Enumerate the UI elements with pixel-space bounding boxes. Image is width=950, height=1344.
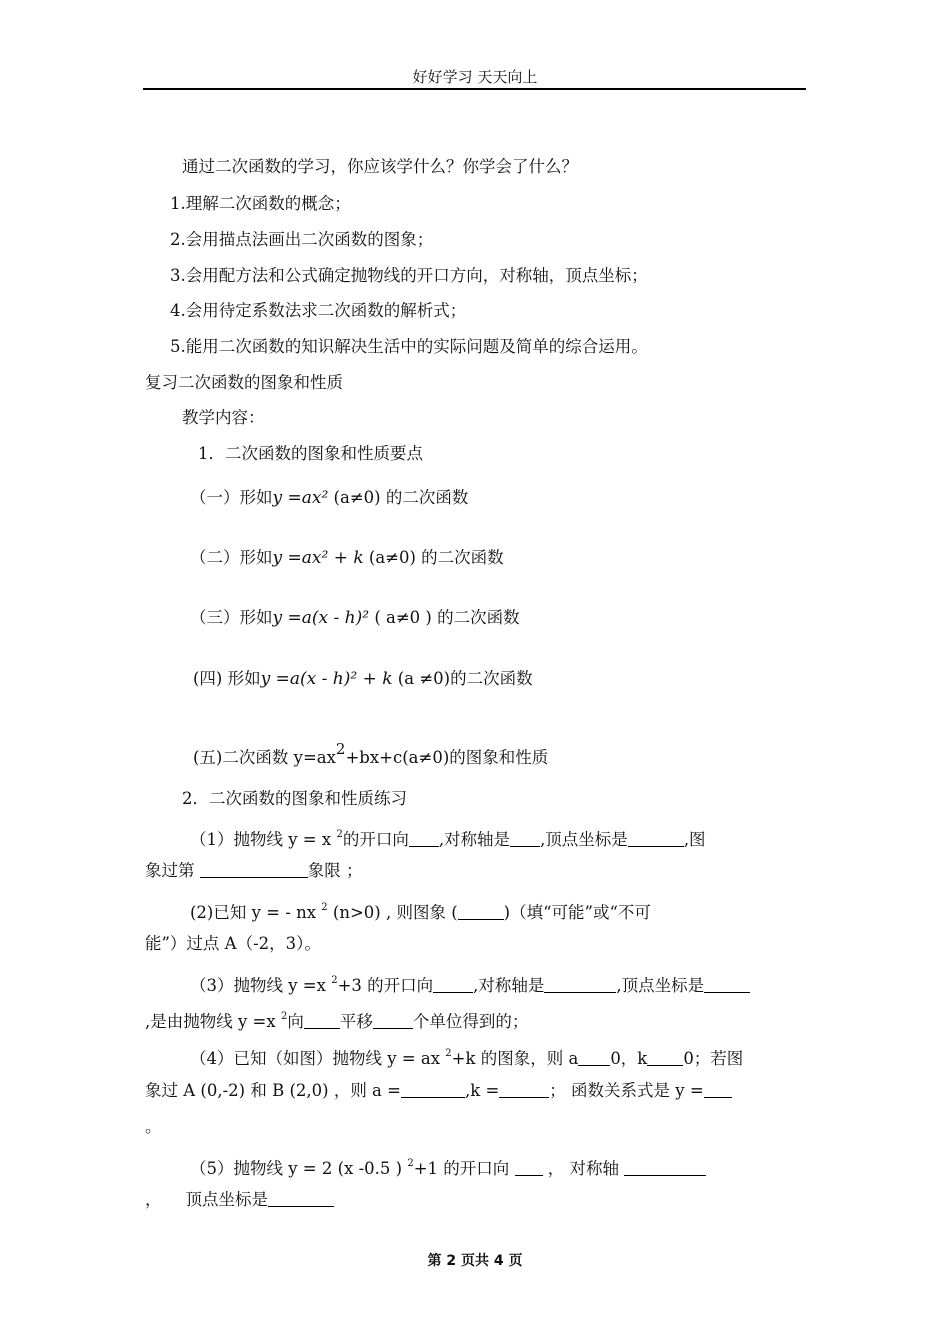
answer-blank bbox=[401, 1083, 465, 1098]
q-text: (2)已知 y = - nx bbox=[190, 903, 322, 922]
review-title: 复习二次函数的图象和性质 bbox=[145, 373, 343, 392]
q-text: （4）已知（如图）抛物线 y = ax bbox=[190, 1049, 446, 1068]
form-prefix: (四) 形如 bbox=[193, 669, 261, 688]
intro-item: 5.能用二次函数的知识解决生活中的实际问题及简单的综合运用。 bbox=[170, 337, 648, 356]
q-text: 象限 ； bbox=[307, 861, 363, 880]
question-4-line1 bbox=[190, 1043, 743, 1070]
q-text: ,对称轴是 bbox=[438, 830, 511, 849]
answer-blank bbox=[704, 978, 750, 993]
answer-blank bbox=[373, 1014, 413, 1029]
section1-title: 1．二次函数的图象和性质要点 bbox=[198, 444, 423, 463]
q-text: （1）抛物线 y = x bbox=[190, 830, 337, 849]
q-text: （3）抛物线 y =x bbox=[190, 976, 332, 995]
q-text: 0；若图 bbox=[683, 1049, 744, 1068]
q-text: ， 对称轴 bbox=[542, 1159, 625, 1178]
formula: y =ax² bbox=[272, 488, 329, 508]
answer-blank bbox=[544, 978, 616, 993]
q-text: (n>0) , 则图象 ( bbox=[327, 903, 458, 922]
form-prefix: （一）形如 bbox=[190, 488, 273, 507]
form-prefix: （三）形如 bbox=[190, 608, 273, 627]
q-text: 顶点坐标是 bbox=[185, 1190, 268, 1209]
answer-blank bbox=[628, 832, 684, 847]
q-text: ,对称轴是 bbox=[473, 976, 545, 995]
answer-blank bbox=[499, 1083, 549, 1098]
intro-item: 3.会用配方法和公式确定抛物线的开口方向，对称轴，顶点坐标； bbox=[170, 266, 648, 285]
form-suffix: ( a≠0 ) 的二次函数 bbox=[374, 608, 520, 627]
q-text: 象过 A (0,-2) 和 B (2,0) ，则 a = bbox=[145, 1081, 401, 1100]
exponent: 2 bbox=[335, 740, 346, 758]
question-1-line1 bbox=[190, 824, 706, 851]
formula: y =a(x - h)² + k bbox=[260, 669, 393, 689]
teaching-label: 教学内容： bbox=[182, 408, 265, 427]
intro-item: 1.理解二次函数的概念； bbox=[170, 194, 351, 213]
question-4-line3: 。 bbox=[145, 1117, 162, 1136]
question-3-line2 bbox=[145, 1006, 528, 1033]
answer-blank bbox=[578, 1051, 610, 1066]
answer-blank bbox=[200, 863, 308, 878]
q-text: ,k = bbox=[464, 1081, 500, 1100]
question-2-line2: 能”）过点 A（-2，3）。 bbox=[145, 934, 321, 953]
question-2-line1 bbox=[190, 897, 651, 924]
answer-blank bbox=[704, 1083, 732, 1098]
form-suffix: (a ≠0)的二次函数 bbox=[397, 669, 533, 688]
q-text: 个单位得到的； bbox=[412, 1012, 529, 1031]
answer-blank bbox=[268, 1192, 334, 1207]
q-text: ,顶点坐标是 bbox=[540, 830, 628, 849]
answer-blank bbox=[647, 1051, 683, 1066]
exponent: 2 bbox=[280, 1011, 288, 1022]
form-3 bbox=[190, 607, 520, 629]
q-text: ,顶点坐标是 bbox=[616, 976, 705, 995]
answer-blank bbox=[433, 978, 473, 993]
exponent: 2 bbox=[407, 1158, 414, 1169]
q-text: +1 的开口向 bbox=[413, 1159, 515, 1178]
exponent: 2 bbox=[445, 1048, 452, 1059]
answer-blank bbox=[409, 832, 439, 847]
answer-blank bbox=[515, 1161, 543, 1176]
exponent: 2 bbox=[331, 975, 338, 986]
answer-blank bbox=[458, 905, 504, 920]
q-text: +3 的开口向 bbox=[337, 976, 434, 995]
intro-item: 4.会用待定系数法求二次函数的解析式； bbox=[170, 301, 467, 320]
form-prefix: （二）形如 bbox=[190, 548, 273, 567]
q-text: ， bbox=[145, 1190, 162, 1209]
answer-blank bbox=[624, 1161, 706, 1176]
q-text: （5）抛物线 y = 2 (x -0.5 ) bbox=[190, 1159, 408, 1178]
q-text: ,是由抛物线 y =x bbox=[145, 1012, 281, 1031]
exponent: 2 bbox=[321, 902, 328, 913]
q-text: ； 函数关系式是 y = bbox=[549, 1081, 704, 1100]
q-text: )（填“可能”或“不可 bbox=[503, 903, 651, 922]
form-prefix: (五)二次函数 y=ax bbox=[193, 748, 336, 767]
form-2 bbox=[190, 547, 504, 569]
intro-item: 2.会用描点法画出二次函数的图象； bbox=[170, 230, 434, 249]
page-header: 好好学习 天天向上 bbox=[412, 68, 538, 86]
form-suffix: (a≠0) 的二次函数 bbox=[368, 548, 504, 567]
q-text: 0，k bbox=[610, 1049, 648, 1068]
formula: y =ax² + k bbox=[272, 548, 364, 568]
header-rule bbox=[143, 88, 806, 90]
page-footer: 第 2 页共 4 页 bbox=[427, 1253, 523, 1269]
question-1-line2 bbox=[145, 860, 363, 882]
form-suffix: (a≠0) 的二次函数 bbox=[333, 488, 469, 507]
question-5-line2 bbox=[145, 1189, 334, 1211]
section2-title: 2．二次函数的图象和性质练习 bbox=[182, 789, 407, 808]
question-3-line1 bbox=[190, 970, 750, 997]
question-4-line2 bbox=[145, 1080, 732, 1102]
form-suffix: +bx+c(a≠0)的图象和性质 bbox=[345, 748, 549, 767]
answer-blank bbox=[304, 1014, 340, 1029]
exponent: 2 bbox=[336, 829, 343, 840]
form-4 bbox=[193, 668, 533, 690]
q-text: 向 bbox=[287, 1012, 304, 1031]
q-text: 象过第 bbox=[145, 861, 200, 880]
q-text: +k 的图象，则 a bbox=[451, 1049, 579, 1068]
question-5-line1 bbox=[190, 1153, 706, 1180]
answer-blank bbox=[510, 832, 540, 847]
q-text: 的开口向 bbox=[342, 830, 409, 849]
formula: y =a(x - h)² bbox=[272, 608, 370, 628]
q-text: ,图 bbox=[683, 830, 706, 849]
intro-question: 通过二次函数的学习，你应该学什么？你学会了什么？ bbox=[182, 157, 578, 176]
q-text: 平移 bbox=[339, 1012, 373, 1031]
form-1 bbox=[190, 487, 468, 509]
form-5 bbox=[193, 738, 548, 769]
